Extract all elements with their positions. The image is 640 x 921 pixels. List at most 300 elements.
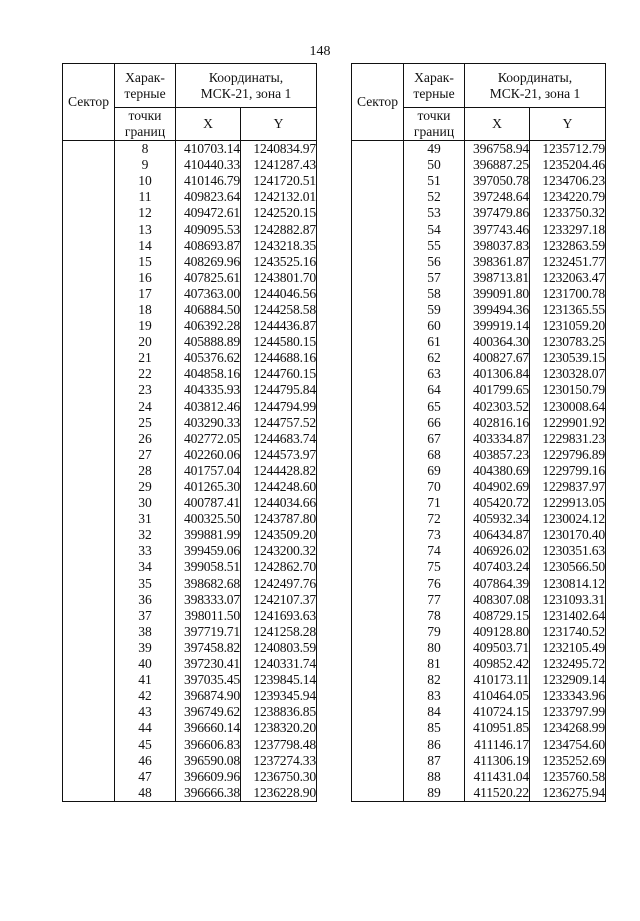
point-cell: 16 [115, 270, 176, 286]
table-row [63, 785, 317, 802]
sector-cell [63, 350, 115, 366]
sector-cell [63, 366, 115, 382]
y-cell: 1232495.72 [530, 656, 606, 672]
header-sector: Сектор [352, 64, 404, 141]
table-row [352, 141, 606, 158]
y-cell: 1235204.46 [530, 157, 606, 173]
x-cell: 410146.79 [176, 173, 241, 189]
header-coordinates [465, 64, 606, 108]
point-cell: 26 [115, 431, 176, 447]
table-row [63, 447, 317, 463]
header-coords-line2: МСК-21, зона 1 [200, 85, 292, 101]
sector-cell [63, 205, 115, 221]
x-cell: 401757.04 [176, 463, 241, 479]
sector-cell [352, 399, 404, 415]
point-cell: 71 [404, 495, 465, 511]
x-cell: 409128.80 [465, 624, 530, 640]
header-x: X [176, 108, 241, 141]
y-cell: 1234268.99 [530, 720, 606, 736]
sector-cell [352, 141, 404, 158]
y-cell: 1231700.78 [530, 286, 606, 302]
sector-cell [63, 238, 115, 254]
sector-cell [352, 238, 404, 254]
sector-cell [352, 382, 404, 398]
x-cell: 406884.50 [176, 302, 241, 318]
y-cell: 1241693.63 [241, 608, 317, 624]
y-cell: 1244436.87 [241, 318, 317, 334]
point-cell: 10 [115, 173, 176, 189]
table-row [352, 736, 606, 752]
x-cell: 398682.68 [176, 576, 241, 592]
point-cell: 66 [404, 415, 465, 431]
header-points-bottom [404, 108, 465, 141]
point-cell: 61 [404, 334, 465, 350]
y-cell: 1244794.99 [241, 399, 317, 415]
sector-cell [352, 286, 404, 302]
x-cell: 404335.93 [176, 382, 241, 398]
table-row [352, 656, 606, 672]
x-cell: 399091.80 [465, 286, 530, 302]
table-row [63, 624, 317, 640]
table-row [63, 543, 317, 559]
table-row [63, 205, 317, 221]
y-cell: 1238836.85 [241, 704, 317, 720]
sector-cell [352, 189, 404, 205]
x-cell: 408269.96 [176, 254, 241, 270]
point-cell: 35 [115, 576, 176, 592]
table-row [63, 141, 317, 158]
header-points-top [115, 64, 176, 108]
point-cell: 32 [115, 527, 176, 543]
sector-cell [63, 785, 115, 802]
point-cell: 54 [404, 221, 465, 237]
x-cell: 404902.69 [465, 479, 530, 495]
header-points-line2: терные [124, 85, 166, 101]
table-row [63, 254, 317, 270]
x-cell: 402816.16 [465, 415, 530, 431]
y-cell: 1244573.97 [241, 447, 317, 463]
table-row [352, 592, 606, 608]
sector-cell [63, 576, 115, 592]
y-cell: 1229796.89 [530, 447, 606, 463]
x-cell: 401799.65 [465, 382, 530, 398]
y-cell: 1235712.79 [530, 141, 606, 158]
header-points-bottom [115, 108, 176, 141]
point-cell: 38 [115, 624, 176, 640]
y-cell: 1239845.14 [241, 672, 317, 688]
table-row [63, 608, 317, 624]
y-cell: 1236275.94 [530, 785, 606, 802]
table-row [63, 688, 317, 704]
table-row [352, 511, 606, 527]
y-cell: 1244757.52 [241, 415, 317, 431]
sector-cell [352, 785, 404, 802]
table-row [352, 559, 606, 575]
point-cell: 74 [404, 543, 465, 559]
table-row [352, 785, 606, 802]
table-row [352, 318, 606, 334]
sector-cell [352, 350, 404, 366]
sector-cell [352, 270, 404, 286]
y-cell: 1231365.55 [530, 302, 606, 318]
x-cell: 396874.90 [176, 688, 241, 704]
table-row [352, 447, 606, 463]
table-row [352, 479, 606, 495]
point-cell: 68 [404, 447, 465, 463]
sector-cell [352, 157, 404, 173]
x-cell: 406434.87 [465, 527, 530, 543]
x-cell: 397479.86 [465, 205, 530, 221]
x-cell: 399058.51 [176, 559, 241, 575]
y-cell: 1244034.66 [241, 495, 317, 511]
y-cell: 1232863.59 [530, 238, 606, 254]
point-cell: 77 [404, 592, 465, 608]
header-coords-line2: МСК-21, зона 1 [489, 85, 581, 101]
table-row [352, 431, 606, 447]
sector-cell [352, 415, 404, 431]
point-cell: 39 [115, 640, 176, 656]
header-points-line3: точки [128, 108, 162, 123]
sector-cell [352, 543, 404, 559]
sector-cell [352, 688, 404, 704]
sector-cell [352, 624, 404, 640]
table-row [63, 366, 317, 382]
x-cell: 410464.05 [465, 688, 530, 704]
x-cell: 400364.30 [465, 334, 530, 350]
y-cell: 1230170.40 [530, 527, 606, 543]
y-cell: 1231740.52 [530, 624, 606, 640]
y-cell: 1233797.99 [530, 704, 606, 720]
sector-cell [63, 318, 115, 334]
x-cell: 405932.34 [465, 511, 530, 527]
header-points-top [404, 64, 465, 108]
x-cell: 411306.19 [465, 753, 530, 769]
y-cell: 1234754.60 [530, 736, 606, 752]
point-cell: 85 [404, 720, 465, 736]
y-cell: 1243200.32 [241, 543, 317, 559]
table-row [63, 753, 317, 769]
y-cell: 1244428.82 [241, 463, 317, 479]
sector-cell [352, 302, 404, 318]
point-cell: 41 [115, 672, 176, 688]
header-coordinates [176, 64, 317, 108]
table-row [352, 624, 606, 640]
sector-cell [352, 479, 404, 495]
point-cell: 81 [404, 656, 465, 672]
sector-cell [63, 221, 115, 237]
x-cell: 397743.46 [465, 221, 530, 237]
table-row [352, 382, 606, 398]
table-row [352, 704, 606, 720]
point-cell: 69 [404, 463, 465, 479]
table-row [63, 495, 317, 511]
y-cell: 1234220.79 [530, 189, 606, 205]
y-cell: 1240803.59 [241, 640, 317, 656]
y-cell: 1232105.49 [530, 640, 606, 656]
sector-cell [352, 704, 404, 720]
point-cell: 67 [404, 431, 465, 447]
rows-right [352, 141, 606, 802]
x-cell: 397248.64 [465, 189, 530, 205]
y-cell: 1241287.43 [241, 157, 317, 173]
point-cell: 48 [115, 785, 176, 802]
x-cell: 398333.07 [176, 592, 241, 608]
table-row [63, 736, 317, 752]
table-row [352, 189, 606, 205]
y-cell: 1229901.92 [530, 415, 606, 431]
table-row [352, 495, 606, 511]
table-row [63, 334, 317, 350]
y-cell: 1242882.87 [241, 221, 317, 237]
point-cell: 37 [115, 608, 176, 624]
sector-cell [63, 543, 115, 559]
point-cell: 22 [115, 366, 176, 382]
sector-cell [63, 173, 115, 189]
point-cell: 62 [404, 350, 465, 366]
y-cell: 1244046.56 [241, 286, 317, 302]
y-cell: 1244795.84 [241, 382, 317, 398]
sector-cell [63, 656, 115, 672]
x-cell: 407363.00 [176, 286, 241, 302]
table-row [352, 672, 606, 688]
sector-cell [63, 495, 115, 511]
point-cell: 13 [115, 221, 176, 237]
table-row [352, 769, 606, 785]
point-cell: 49 [404, 141, 465, 158]
y-cell: 1241258.28 [241, 624, 317, 640]
table-row [63, 640, 317, 656]
point-cell: 59 [404, 302, 465, 318]
table-row [63, 415, 317, 431]
point-cell: 55 [404, 238, 465, 254]
y-cell: 1229799.16 [530, 463, 606, 479]
y-cell: 1229913.05 [530, 495, 606, 511]
point-cell: 83 [404, 688, 465, 704]
x-cell: 403334.87 [465, 431, 530, 447]
sector-cell [352, 640, 404, 656]
point-cell: 21 [115, 350, 176, 366]
sector-cell [352, 559, 404, 575]
table-row [63, 527, 317, 543]
point-cell: 87 [404, 753, 465, 769]
x-cell: 398011.50 [176, 608, 241, 624]
sector-cell [63, 415, 115, 431]
x-cell: 399881.99 [176, 527, 241, 543]
sector-cell [63, 672, 115, 688]
point-cell: 45 [115, 736, 176, 752]
x-cell: 397050.78 [465, 173, 530, 189]
x-cell: 397035.45 [176, 672, 241, 688]
sector-cell [63, 753, 115, 769]
y-cell: 1230814.12 [530, 576, 606, 592]
sector-cell [63, 463, 115, 479]
point-cell: 27 [115, 447, 176, 463]
sector-cell [63, 608, 115, 624]
x-cell: 396749.62 [176, 704, 241, 720]
sector-cell [63, 270, 115, 286]
point-cell: 57 [404, 270, 465, 286]
point-cell: 76 [404, 576, 465, 592]
point-cell: 14 [115, 238, 176, 254]
sector-cell [63, 736, 115, 752]
table-row [63, 656, 317, 672]
sector-cell [63, 704, 115, 720]
sector-cell [63, 189, 115, 205]
header-points-line1: Харак- [414, 69, 454, 85]
x-cell: 410703.14 [176, 141, 241, 158]
table-row [63, 576, 317, 592]
table-row [352, 238, 606, 254]
point-cell: 20 [115, 334, 176, 350]
x-cell: 409503.71 [465, 640, 530, 656]
point-cell: 50 [404, 157, 465, 173]
sector-cell [63, 382, 115, 398]
x-cell: 410173.11 [465, 672, 530, 688]
y-cell: 1243787.80 [241, 511, 317, 527]
x-cell: 409823.64 [176, 189, 241, 205]
table-row [352, 608, 606, 624]
sector-cell [352, 608, 404, 624]
y-cell: 1231093.31 [530, 592, 606, 608]
sector-cell [352, 318, 404, 334]
table-row [63, 479, 317, 495]
y-cell: 1242862.70 [241, 559, 317, 575]
x-cell: 399494.36 [465, 302, 530, 318]
x-cell: 400787.41 [176, 495, 241, 511]
y-cell: 1243509.20 [241, 527, 317, 543]
point-cell: 33 [115, 543, 176, 559]
header-points-line3: точки [417, 108, 451, 123]
point-cell: 82 [404, 672, 465, 688]
y-cell: 1232063.47 [530, 270, 606, 286]
x-cell: 409472.61 [176, 205, 241, 221]
point-cell: 40 [115, 656, 176, 672]
point-cell: 63 [404, 366, 465, 382]
table-row [63, 221, 317, 237]
x-cell: 411431.04 [465, 769, 530, 785]
table-row [352, 463, 606, 479]
y-cell: 1235760.58 [530, 769, 606, 785]
table-row [63, 302, 317, 318]
point-cell: 75 [404, 559, 465, 575]
y-cell: 1230783.25 [530, 334, 606, 350]
y-cell: 1242107.37 [241, 592, 317, 608]
table-row [352, 157, 606, 173]
sector-cell [63, 688, 115, 704]
sector-cell [352, 656, 404, 672]
sector-cell [352, 173, 404, 189]
x-cell: 411146.17 [465, 736, 530, 752]
x-cell: 396606.83 [176, 736, 241, 752]
sector-cell [63, 624, 115, 640]
sector-cell [352, 576, 404, 592]
table-row [352, 688, 606, 704]
y-cell: 1244580.15 [241, 334, 317, 350]
sector-cell [352, 463, 404, 479]
point-cell: 47 [115, 769, 176, 785]
x-cell: 396660.14 [176, 720, 241, 736]
x-cell: 398361.87 [465, 254, 530, 270]
point-cell: 23 [115, 382, 176, 398]
sector-cell [352, 769, 404, 785]
y-cell: 1237274.33 [241, 753, 317, 769]
header-y: Y [241, 108, 317, 141]
y-cell: 1229831.23 [530, 431, 606, 447]
point-cell: 52 [404, 189, 465, 205]
point-cell: 44 [115, 720, 176, 736]
sector-cell [63, 334, 115, 350]
point-cell: 30 [115, 495, 176, 511]
x-cell: 398713.81 [465, 270, 530, 286]
x-cell: 411520.22 [465, 785, 530, 802]
x-cell: 405376.62 [176, 350, 241, 366]
point-cell: 51 [404, 173, 465, 189]
x-cell: 409095.53 [176, 221, 241, 237]
sector-cell [352, 592, 404, 608]
table-row [352, 753, 606, 769]
point-cell: 53 [404, 205, 465, 221]
x-cell: 405888.89 [176, 334, 241, 350]
x-cell: 397230.41 [176, 656, 241, 672]
x-cell: 410951.85 [465, 720, 530, 736]
y-cell: 1232451.77 [530, 254, 606, 270]
y-cell: 1235252.69 [530, 753, 606, 769]
point-cell: 56 [404, 254, 465, 270]
y-cell: 1244248.60 [241, 479, 317, 495]
sector-cell [63, 431, 115, 447]
point-cell: 9 [115, 157, 176, 173]
x-cell: 400827.67 [465, 350, 530, 366]
point-cell: 18 [115, 302, 176, 318]
x-cell: 396887.25 [465, 157, 530, 173]
point-cell: 17 [115, 286, 176, 302]
point-cell: 28 [115, 463, 176, 479]
header-sector: Сектор [63, 64, 115, 141]
point-cell: 73 [404, 527, 465, 543]
y-cell: 1232909.14 [530, 672, 606, 688]
x-cell: 401265.30 [176, 479, 241, 495]
y-cell: 1236228.90 [241, 785, 317, 802]
sector-cell [63, 399, 115, 415]
point-cell: 46 [115, 753, 176, 769]
point-cell: 84 [404, 704, 465, 720]
x-cell: 399459.06 [176, 543, 241, 559]
table-row [63, 350, 317, 366]
table-row [352, 173, 606, 189]
table-row [352, 399, 606, 415]
sector-cell [352, 527, 404, 543]
point-cell: 11 [115, 189, 176, 205]
sector-cell [352, 672, 404, 688]
sector-cell [352, 511, 404, 527]
y-cell: 1236750.30 [241, 769, 317, 785]
coordinates-table-right [351, 63, 606, 802]
table-row [352, 350, 606, 366]
y-cell: 1243801.70 [241, 270, 317, 286]
x-cell: 410724.15 [465, 704, 530, 720]
table-row [63, 270, 317, 286]
point-cell: 12 [115, 205, 176, 221]
y-cell: 1240331.74 [241, 656, 317, 672]
sector-cell [63, 157, 115, 173]
y-cell: 1229837.97 [530, 479, 606, 495]
table-row [352, 270, 606, 286]
x-cell: 397719.71 [176, 624, 241, 640]
table-row [352, 286, 606, 302]
sector-cell [63, 286, 115, 302]
table-row [63, 382, 317, 398]
y-cell: 1230351.63 [530, 543, 606, 559]
